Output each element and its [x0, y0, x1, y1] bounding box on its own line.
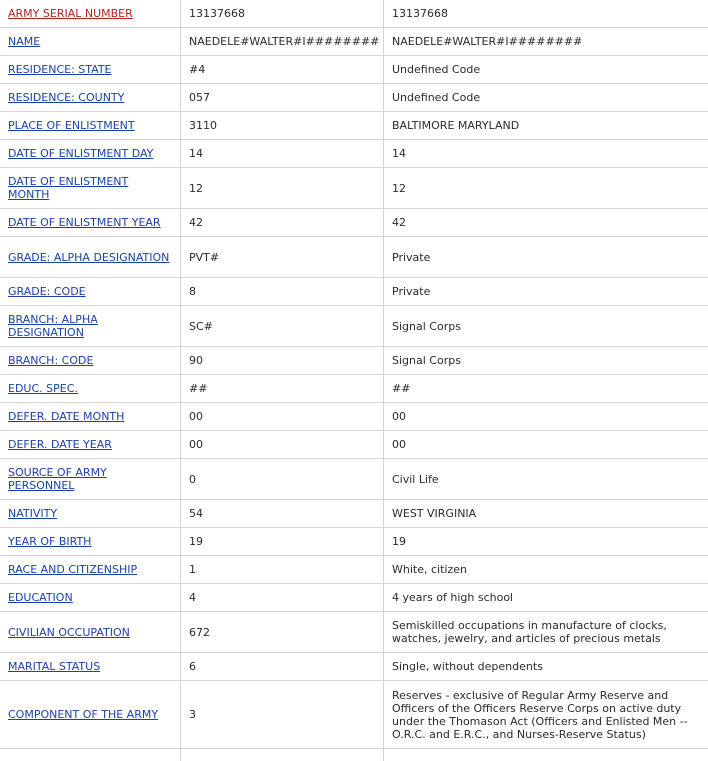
field-label-link[interactable]: EDUC. SPEC.	[8, 382, 78, 395]
field-code: 00	[181, 403, 384, 431]
field-value: 00	[384, 431, 708, 459]
field-label-cell	[0, 584, 181, 612]
field-label-link[interactable]: DEFER. DATE MONTH	[8, 410, 124, 423]
field-value: 42	[384, 209, 708, 237]
field-label-link[interactable]: RESIDENCE: COUNTY	[8, 91, 124, 104]
field-value: Semiskilled occupations in manufacture of clocks, watches, jewelry, and articles of precious metals	[384, 612, 708, 653]
field-label-cell	[0, 681, 181, 749]
field-value: Reserves - exclusive of Regular Army Reserve and Officers of the Officers Reserve Corps on active duty under the Thomason Act (Officers and Enlisted Men -- O.R.C. and E.R.C., and Nurses-Reserve Status)	[384, 681, 708, 749]
table-row	[0, 653, 708, 681]
field-label-cell	[0, 84, 181, 112]
table-row	[0, 375, 708, 403]
field-label-cell	[0, 653, 181, 681]
field-label-link[interactable]: GRADE: ALPHA DESIGNATION	[8, 251, 169, 264]
field-value: 00	[384, 403, 708, 431]
field-code: 13137668	[181, 0, 384, 28]
field-label-cell	[0, 500, 181, 528]
field-value: Undefined Code	[384, 56, 708, 84]
field-label-cell	[0, 140, 181, 168]
field-label-link[interactable]: BRANCH: CODE	[8, 354, 93, 367]
table-row	[0, 140, 708, 168]
field-label-link[interactable]: YEAR OF BIRTH	[8, 535, 91, 548]
field-code: 4	[181, 584, 384, 612]
table-row	[0, 306, 708, 347]
field-value: Signal Corps	[384, 347, 708, 375]
field-label-link[interactable]: BRANCH: ALPHA DESIGNATION	[8, 313, 98, 339]
field-value: Single, without dependents	[384, 653, 708, 681]
field-value: 13137668	[384, 0, 708, 28]
field-label-link[interactable]: ARMY SERIAL NUMBER	[8, 7, 133, 20]
field-code: 54	[181, 500, 384, 528]
table-row	[0, 28, 708, 56]
field-code: 1	[181, 556, 384, 584]
field-code: 42	[181, 209, 384, 237]
field-label-cell	[0, 556, 181, 584]
field-value: Signal Corps	[384, 306, 708, 347]
field-label-cell	[0, 375, 181, 403]
table-row	[0, 237, 708, 278]
field-value: Undefined Code	[384, 84, 708, 112]
table-row	[0, 209, 708, 237]
field-label-link[interactable]: COMPONENT OF THE ARMY	[8, 708, 158, 721]
table-row	[0, 56, 708, 84]
field-label-link[interactable]: RACE AND CITIZENSHIP	[8, 563, 137, 576]
empty-cell	[0, 749, 181, 761]
field-label-cell	[0, 112, 181, 140]
field-label-link[interactable]: CIVILIAN OCCUPATION	[8, 626, 130, 639]
field-value: Private	[384, 278, 708, 306]
table-row	[0, 612, 708, 653]
field-code: 19	[181, 528, 384, 556]
field-label-cell	[0, 237, 181, 278]
empty-cell	[181, 749, 384, 761]
field-label-cell	[0, 459, 181, 500]
field-label-link[interactable]: GRADE: CODE	[8, 285, 86, 298]
table-row	[0, 84, 708, 112]
field-value: 14	[384, 140, 708, 168]
field-value: 19	[384, 528, 708, 556]
field-value: 4 years of high school	[384, 584, 708, 612]
field-code: 6	[181, 653, 384, 681]
table-row	[0, 168, 708, 209]
field-code: 90	[181, 347, 384, 375]
field-label-cell	[0, 209, 181, 237]
table-row	[0, 556, 708, 584]
table-row	[0, 278, 708, 306]
field-label-link[interactable]: DATE OF ENLISTMENT MONTH	[8, 175, 128, 201]
field-code: 057	[181, 84, 384, 112]
field-label-link[interactable]: PLACE OF ENLISTMENT	[8, 119, 135, 132]
field-value: NAEDELE#WALTER#I########	[384, 28, 708, 56]
table-row	[0, 403, 708, 431]
field-label-cell	[0, 528, 181, 556]
table-row	[0, 112, 708, 140]
field-label-link[interactable]: NAME	[8, 35, 40, 48]
field-label-cell	[0, 431, 181, 459]
table-row	[0, 681, 708, 749]
table-row	[0, 584, 708, 612]
field-label-cell	[0, 0, 181, 28]
field-label-link[interactable]: SOURCE OF ARMY PERSONNEL	[8, 466, 107, 492]
field-code: 672	[181, 612, 384, 653]
field-label-cell	[0, 28, 181, 56]
field-value: BALTIMORE MARYLAND	[384, 112, 708, 140]
table-row	[0, 528, 708, 556]
field-code: ##	[181, 375, 384, 403]
field-value: White, citizen	[384, 556, 708, 584]
field-code: 3110	[181, 112, 384, 140]
table-row-partial	[0, 749, 708, 761]
field-code: 14	[181, 140, 384, 168]
field-value: 12	[384, 168, 708, 209]
field-value: WEST VIRGINIA	[384, 500, 708, 528]
field-code: NAEDELE#WALTER#I########	[181, 28, 384, 56]
field-label-cell	[0, 168, 181, 209]
field-code: PVT#	[181, 237, 384, 278]
field-value: Private	[384, 237, 708, 278]
field-label-cell	[0, 612, 181, 653]
field-label-cell	[0, 347, 181, 375]
field-label-link[interactable]: MARITAL STATUS	[8, 660, 100, 673]
table-row	[0, 459, 708, 500]
field-label-link[interactable]: DATE OF ENLISTMENT DAY	[8, 147, 153, 160]
field-label-cell	[0, 403, 181, 431]
field-label-cell	[0, 306, 181, 347]
field-code: 12	[181, 168, 384, 209]
field-code: 3	[181, 681, 384, 749]
field-label-link[interactable]: DEFER. DATE YEAR	[8, 438, 112, 451]
field-label-cell	[0, 56, 181, 84]
table-row	[0, 500, 708, 528]
table-row	[0, 347, 708, 375]
field-label-link[interactable]: RESIDENCE: STATE	[8, 63, 112, 76]
field-value: Civil Life	[384, 459, 708, 500]
field-code: #4	[181, 56, 384, 84]
field-label-link[interactable]: NATIVITY	[8, 507, 57, 520]
empty-cell	[384, 749, 708, 761]
field-code: SC#	[181, 306, 384, 347]
table-row	[0, 0, 708, 28]
field-label-cell	[0, 278, 181, 306]
field-code: 00	[181, 431, 384, 459]
field-label-link[interactable]: EDUCATION	[8, 591, 73, 604]
field-value: ##	[384, 375, 708, 403]
field-code: 0	[181, 459, 384, 500]
table-row	[0, 431, 708, 459]
field-label-link[interactable]: DATE OF ENLISTMENT YEAR	[8, 216, 161, 229]
field-code: 8	[181, 278, 384, 306]
